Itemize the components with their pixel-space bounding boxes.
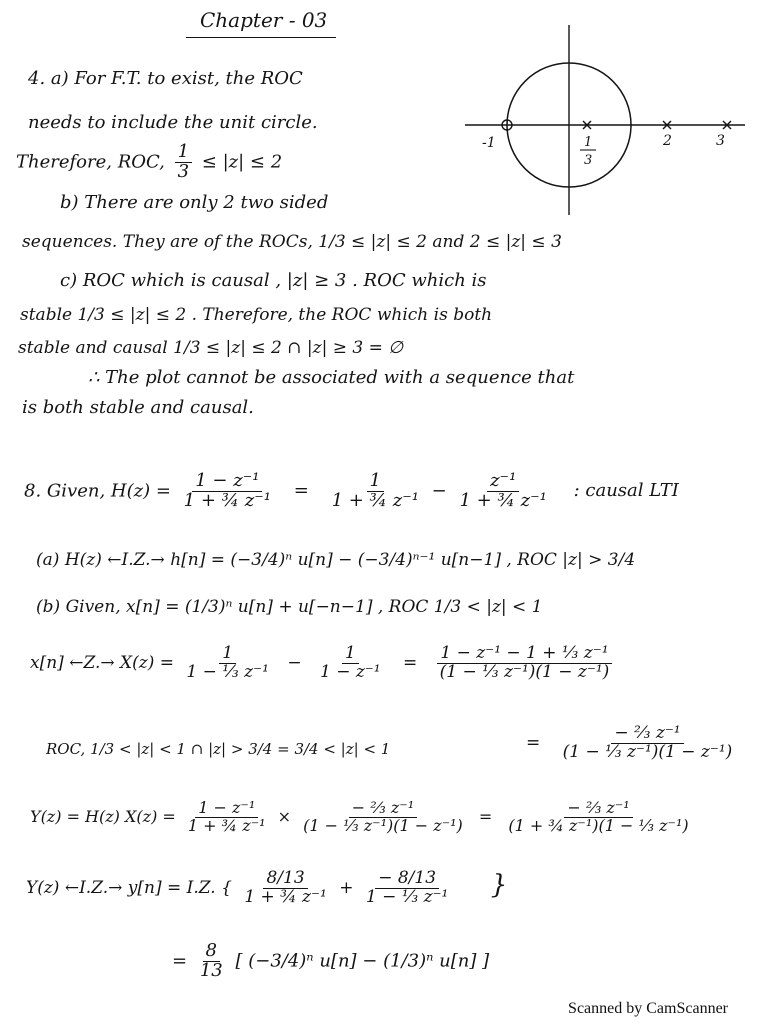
q8-part-b (36, 597, 543, 617)
label-minus-one: -1 (482, 135, 496, 151)
label-one-third-den: 3 (584, 153, 593, 168)
q4-a-line3 (16, 143, 282, 182)
final-coefficient-fraction: $\frac{8}{13}$ (199, 940, 223, 981)
part-b-label: (b) (36, 597, 61, 617)
q8-x-result2: = $\frac{\text{− ⅔ z⁻¹}}{\text{(1 − ⅓ z⁻¹)(1 − z⁻¹)}}$ (526, 725, 739, 762)
iz-term1-fraction: $\frac{8/13}{\text{1 + ¾ z⁻¹}}$ (244, 868, 327, 907)
q8-causal-note: : causal LTI (573, 480, 679, 502)
q8-h-fraction: $\frac{\text{1 − z⁻¹}}{\text{1 + ¾ z⁻¹}}$ (183, 470, 272, 511)
x-result1-fraction: $\frac{\text{1 − z⁻¹ − 1 + ⅓ z⁻¹}}{\text{(1 − ⅓ z⁻¹)(1 − z⁻¹)}}$ (437, 645, 613, 682)
y-factor2-fraction: $\frac{\text{− ⅔ z⁻¹}}{\text{(1 − ⅓ z⁻¹)(1 − z⁻¹)}}$ (303, 798, 463, 835)
q8-x-transform: x[n] ←Z.→ X(z) = $\frac{1}{\text{1 − ⅓ z⁻¹}}$ − $\frac{1}{\text{1 − z⁻¹}}$ = $\frac{\text{1 − z⁻¹ − 1 + ⅓ z⁻¹}}{\text{(1 − ⅓ z⁻¹)(1 − z⁻¹)}}$ (30, 645, 616, 682)
q4-a-line1: 4. a) For F.T. to exist, the ROC (28, 68, 303, 89)
q8-final-result: = $\frac{8}{13}$ [ (−3/4)ⁿ u[n] − (1/3)ⁿ u[n] ] (172, 940, 490, 981)
q4-b-line1: b) There are only 2 two sided (60, 192, 329, 213)
iz-term2-fraction: $\frac{- 8/13}{\text{1 − ⅓ z⁻¹}}$ (365, 868, 449, 907)
q8-term2-fraction: $\frac{\text{z⁻¹}}{\text{1 + ¾ z⁻¹}}$ (459, 470, 547, 511)
q8-y-product: Y(z) = H(z) X(z) = $\frac{\text{1 − z⁻¹}}{\text{1 + ¾ z⁻¹}}$ × $\frac{\text{− ⅔ z⁻¹}}{\text{(1 − ⅓ z⁻¹)(1 − z⁻¹)}}$ = $\frac{\text{− ⅔ z⁻¹}}{\text{(1 + ¾ z⁻¹)(1 − ⅓ z⁻¹)}}$ (30, 800, 696, 835)
q4-c-line4: ∴ The plot cannot be associated with a sequence that (88, 367, 575, 388)
q8-given-line: 8. Given, H(z) = $\frac{\text{1 − z⁻¹}}{\text{1 + ¾ z⁻¹}}$ = $\frac{1}{\text{1 + ¾ z⁻¹}}$ − $\frac{\text{z⁻¹}}{\text{1 + ¾ z⁻¹}}$ : causal LTI (24, 470, 679, 511)
q8-inverse-z: Y(z) ←I.Z.→ y[n] = I.Z. { $\frac{8/13}{\text{1 + ¾ z⁻¹}}$ + $\frac{- 8/13}{\text{1 − ⅓ z⁻¹}}$ } (26, 868, 508, 907)
q4-b-line2: sequences. They are of the ROCs, 1/3 ≤ |z| ≤ 2 and 2 ≤ |z| ≤ 3 (22, 232, 562, 252)
q8-term1-fraction: $\frac{1}{\text{1 + ¾ z⁻¹}}$ (331, 470, 419, 511)
q4-a-line2: needs to include the unit circle. (28, 112, 318, 133)
q4-a3-post: ≤ |z| ≤ 2 (201, 151, 283, 173)
x-term2-fraction: $\frac{1}{\text{1 − z⁻¹}}$ (319, 643, 381, 682)
y-factor1-fraction: $\frac{\text{1 − z⁻¹}}{\text{1 + ¾ z⁻¹}}$ (187, 798, 266, 835)
y-result-fraction: $\frac{\text{− ⅔ z⁻¹}}{\text{(1 + ¾ z⁻¹)(1 − ⅓ z⁻¹)}}$ (508, 798, 689, 835)
q4-c-line3: stable and causal 1/3 ≤ |z| ≤ 2 ∩ |z| ≥ 3 = ∅ (18, 338, 404, 358)
x-result2-fraction: $\frac{\text{− ⅔ z⁻¹}}{\text{(1 − ⅓ z⁻¹)(1 − z⁻¹)}}$ (562, 723, 733, 762)
q8-part-a (36, 550, 635, 570)
part-b-given: Given, x[n] = (1/3)ⁿ u[n] + u[−n−1] , ROC 1/3 < |z| < 1 (65, 597, 543, 617)
q4-c-line1: c) ROC which is causal , |z| ≥ 3 . ROC which is (60, 270, 487, 291)
q4-c-line5: is both stable and causal. (22, 397, 254, 418)
title-underline (186, 37, 336, 38)
scanner-watermark: Scanned by CamScanner (568, 1000, 728, 1017)
q4-a3-pre: Therefore, ROC, (16, 151, 165, 173)
final-bracket-expression: [ (−3/4)ⁿ u[n] − (1/3)ⁿ u[n] ] (235, 950, 490, 972)
chapter-title: Chapter - 03 (200, 8, 328, 32)
label-three: 3 (716, 133, 725, 149)
q4-c-line2: stable 1/3 ≤ |z| ≤ 2 . Therefore, the ROC which is both (20, 305, 493, 325)
q4-a3-fraction: $\frac{1}{3}$ (175, 143, 192, 182)
label-two: 2 (663, 133, 672, 149)
label-one-third-num: 1 (584, 135, 593, 150)
q8-roc-line: ROC, 1/3 < |z| < 1 ∩ |z| > 3/4 = 3/4 < |z| < 1 (46, 740, 391, 758)
x-term1-fraction: $\frac{1}{\text{1 − ⅓ z⁻¹}}$ (186, 643, 269, 682)
part-a-equation: H(z) ←I.Z.→ h[n] = (−3/4)ⁿ u[n] − (−3/4)ⁿ⁻¹ u[n−1] , ROC |z| > 3/4 (64, 550, 636, 570)
pole-zero-diagram (460, 20, 750, 220)
part-a-label: (a) (36, 550, 60, 570)
